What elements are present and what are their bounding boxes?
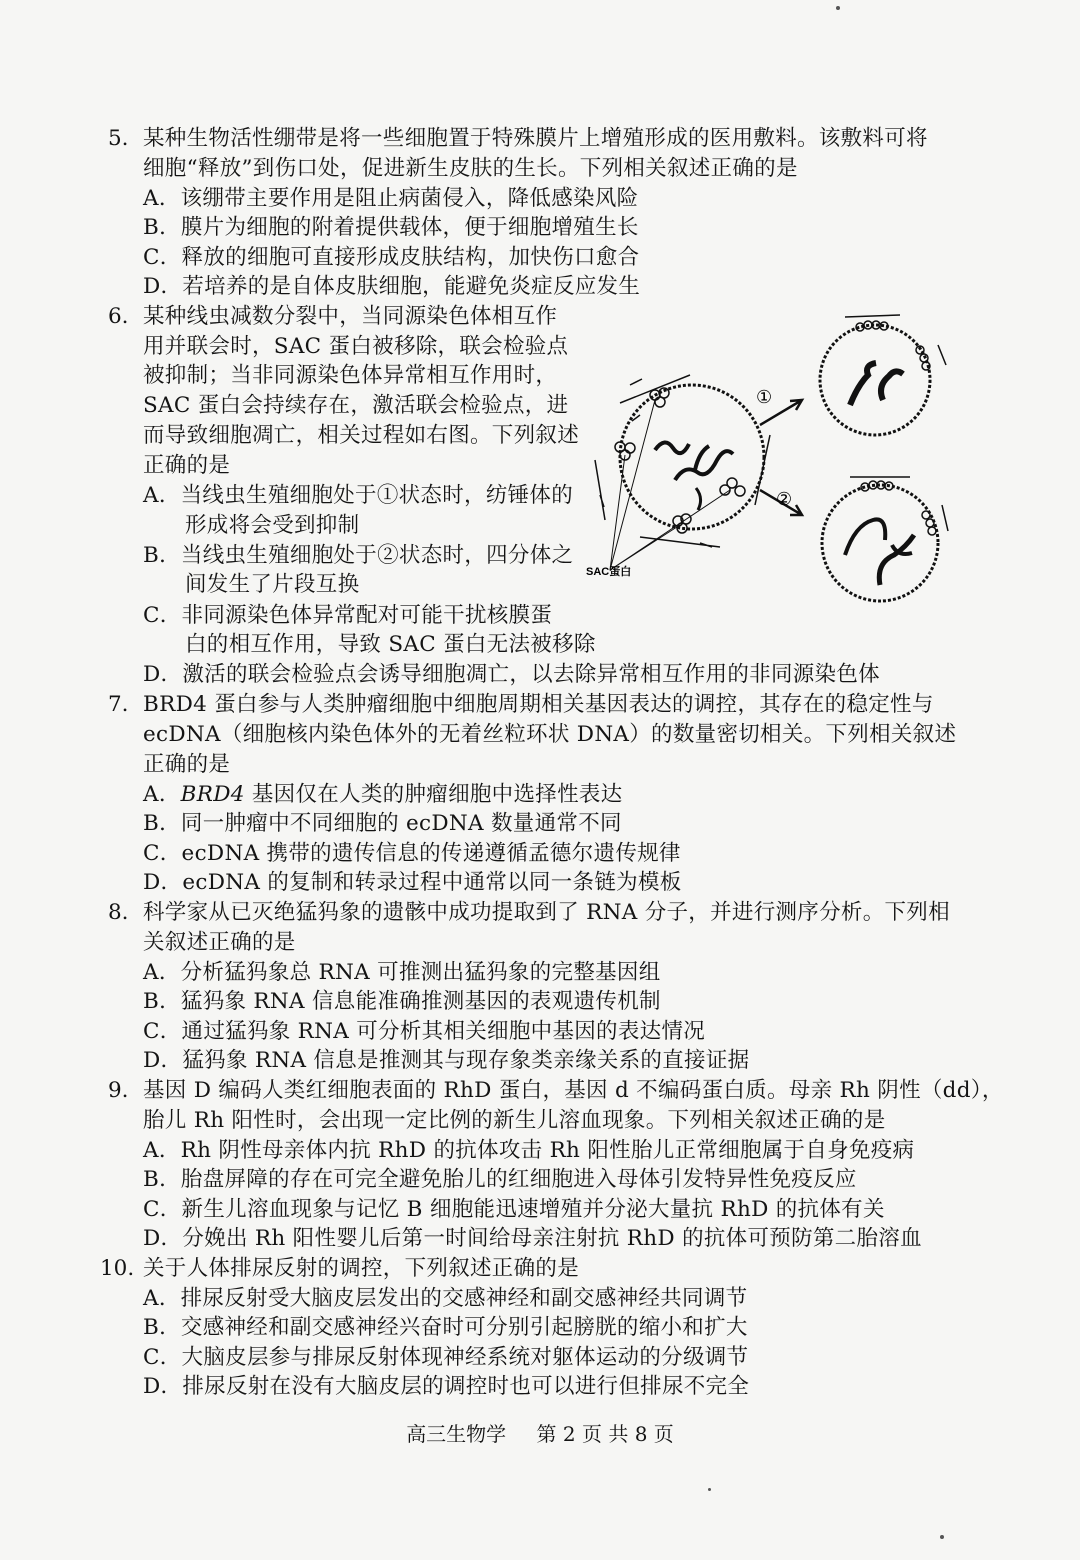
question-6-stem-line-5: 而导致细胞凋亡，相关过程如右图。下列叙述 [143, 423, 580, 448]
question-8-stem-line-1: 科学家从已灭绝猛犸象的遗骸中成功提取到了 RNA 分子，并进行测序分析。下列相 [143, 900, 950, 925]
question-6-option-a-line-1: A．当线虫生殖细胞处于①状态时，纺锤体的 [143, 483, 574, 508]
question-5-option-c: C．释放的细胞可直接形成皮肤结构，加快伤口愈合 [143, 245, 640, 270]
question-5-option-d: D．若培养的是自体皮肤细胞，能避免炎症反应发生 [143, 274, 641, 299]
question-7-option-d: D．ecDNA 的复制和转录过程中通常以同一条链为模板 [143, 870, 682, 895]
central-chromosome [675, 451, 733, 480]
footer-subject: 高三生物学 [406, 1422, 507, 1446]
question-9-stem-line-2: 胎儿 Rh 阳性时，会出现一定比例的新生儿溶血现象。下列相关叙述正确的是 [143, 1108, 886, 1133]
meiosis-figure [580, 305, 960, 605]
question-7-option-a: A．BRD4 基因仅在人类的肿瘤细胞中选择性表达 [143, 782, 623, 807]
question-10-option-a: A．排尿反射受大脑皮层发出的交感神经和副交感神经共同调节 [143, 1286, 748, 1311]
central-chromosome [655, 442, 689, 453]
question-10-option-d: D．排尿反射在没有大脑皮层的调控时也可以进行但排尿不完全 [143, 1374, 750, 1399]
scan-speck [708, 1488, 711, 1491]
question-8-number: 8. [108, 900, 129, 925]
question-9-option-d: D．分娩出 Rh 阳性婴儿后第一时间给母亲注射抗 RhD 的抗体可预防第二胎溶血 [143, 1226, 922, 1251]
question-6-stem-line-6: 正确的是 [143, 453, 231, 478]
question-10-stem-line-1: 关于人体排尿反射的调控，下列叙述正确的是 [143, 1256, 580, 1281]
question-7-option-b: B．同一肿瘤中不同细胞的 ecDNA 数量通常不同 [143, 811, 622, 836]
question-5-stem-line-2: 细胞“释放”到伤口处，促进新生皮肤的生长。下列相关叙述正确的是 [143, 156, 798, 181]
central-chromosome [696, 488, 701, 510]
question-6-option-c-line-1: C．非同源染色体异常配对可能干扰核膜蛋 [143, 603, 553, 628]
question-7-option-c: C．ecDNA 携带的遗传信息的传递遵循孟德尔遗传规律 [143, 841, 681, 866]
question-8-stem-line-2: 关叙述正确的是 [143, 930, 296, 955]
question-10-number: 10. [100, 1256, 135, 1281]
question-6-stem-line-3: 被抑制；当非同源染色体异常相互作用时， [143, 363, 558, 388]
question-5-option-a: A．该绷带主要作用是阻止病菌侵入，降低感染风险 [143, 186, 639, 211]
question-9-option-b: B．胎盘屏障的存在可完全避免胎儿的红细胞进入母体引发特异性免疫反应 [143, 1167, 857, 1192]
question-8-option-b: B．猛犸象 RNA 信息能准确推测基因的表观遗传机制 [143, 989, 661, 1014]
question-6-number: 6. [108, 304, 129, 329]
page-footer [0, 1418, 1080, 1447]
central-nucleus [620, 385, 764, 529]
question-9-option-c: C．新生儿溶血现象与记忆 B 细胞能迅速增殖并分泌大量抗 RhD 的抗体有关 [143, 1197, 885, 1222]
question-5-stem-line-1: 某种生物活性绷带是将一些细胞置于特殊膜片上增殖形成的医用敷料。该敷料可将 [143, 126, 928, 151]
question-6-option-b-line-2: 间发生了片段互换 [185, 572, 360, 597]
question-9-stem-line-1: 基因 D 编码人类红细胞表面的 RhD 蛋白，基因 d 不编码蛋白质。母亲 Rh 阴性（dd）， [143, 1078, 1004, 1103]
question-9-number: 9. [108, 1078, 129, 1103]
question-6-option-c-line-2: 白的相互作用，导致 SAC 蛋白无法被移除 [185, 632, 596, 657]
question-6-stem-line-4: SAC 蛋白会持续存在，激活联会检验点，进 [143, 393, 569, 418]
question-8-option-a: A．分析猛犸象总 RNA 可推测出猛犸象的完整基因组 [143, 960, 661, 985]
state-2-label: ② [776, 489, 793, 509]
footer-page-info: 第 2 页 共 8 页 [536, 1422, 674, 1446]
question-7-number: 7. [108, 692, 129, 717]
question-9-option-a: A．Rh 阴性母亲体内抗 RhD 的抗体攻击 Rh 阳性胎儿正常细胞属于自身免疫病 [143, 1138, 915, 1163]
question-6-option-a-line-2: 形成将会受到抑制 [185, 513, 360, 538]
question-6-option-d: D．激活的联会检验点会诱导细胞凋亡，以去除异常相互作用的非同源染色体 [143, 662, 880, 687]
state-1-label: ① [756, 387, 773, 407]
scan-speck [836, 6, 840, 10]
question-6-stem-line-2: 用并联会时，SAC 蛋白被移除，联会检验点 [143, 334, 569, 359]
scan-speck [940, 1535, 944, 1539]
question-5-number: 5. [108, 126, 129, 151]
question-7-stem-line-1: BRD4 蛋白参与人类肿瘤细胞中细胞周期相关基因表达的调控，其存在的稳定性与 [143, 692, 934, 717]
question-10-option-b: B．交感神经和副交感神经兴奋时可分别引起膀胱的缩小和扩大 [143, 1315, 748, 1340]
state-1-nucleus [820, 325, 930, 435]
question-5-option-b: B．膜片为细胞的附着提供载体，便于细胞增殖生长 [143, 215, 639, 240]
sac-protein-cluster [615, 388, 745, 533]
question-8-option-c: C．通过猛犸象 RNA 可分析其相关细胞中基因的表达情况 [143, 1019, 706, 1044]
question-10-option-c: C．大脑皮层参与排尿反射体现神经系统对躯体运动的分级调节 [143, 1345, 749, 1370]
question-7-stem-line-3: 正确的是 [143, 752, 231, 777]
central-chromosome [695, 446, 709, 470]
sac-protein-label: SAC蛋白 [586, 566, 632, 578]
question-6-stem-line-1: 某种线虫减数分裂中，当同源染色体相互作 [143, 304, 558, 329]
question-8-option-d: D．猛犸象 RNA 信息是推测其与现存象类亲缘关系的直接证据 [143, 1048, 750, 1073]
question-6-option-b-line-1: B．当线虫生殖细胞处于②状态时，四分体之 [143, 543, 574, 568]
question-7-stem-line-2: ecDNA（细胞核内染色体外的无着丝粒环状 DNA）的数量密切相关。下列相关叙述 [143, 722, 957, 747]
